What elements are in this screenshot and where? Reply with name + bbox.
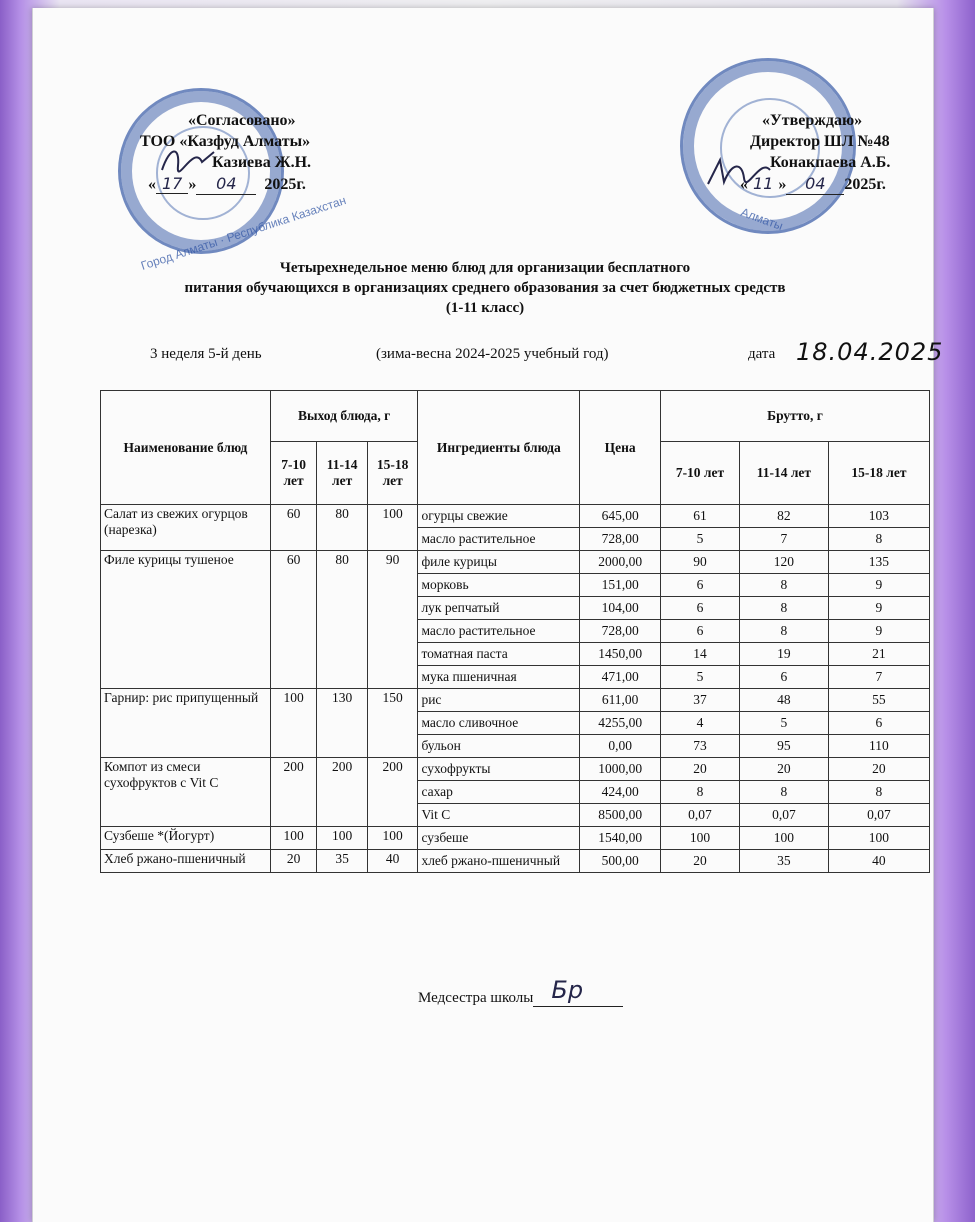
ingredient-gross-2: 8 — [739, 620, 828, 643]
ingredient-gross-1: 5 — [661, 528, 740, 551]
dish-yield-1: 100 — [270, 827, 317, 850]
ingredient-gross-3: 9 — [828, 597, 929, 620]
ingredient-gross-2: 6 — [739, 666, 828, 689]
ingredient-gross-3: 110 — [828, 735, 929, 758]
ingredient-gross-1: 6 — [661, 574, 740, 597]
ingredient-gross-2: 20 — [739, 758, 828, 781]
ingredient-gross-1: 0,07 — [661, 804, 740, 827]
ingredient-gross-2: 7 — [739, 528, 828, 551]
ingredient-name: масло сливочное — [418, 712, 580, 735]
approval-left-month: 04 — [196, 173, 256, 195]
ingredient-price: 611,00 — [580, 689, 661, 712]
dish-yield-2: 200 — [317, 758, 368, 827]
header-ingredients: Ингредиенты блюда — [418, 391, 580, 505]
dish-name: Сузбеше *(Йогурт) — [101, 827, 271, 850]
ingredient-gross-1: 73 — [661, 735, 740, 758]
ingredient-gross-2: 19 — [739, 643, 828, 666]
nurse-signature: Бр — [551, 976, 584, 1004]
ingredient-gross-2: 0,07 — [739, 804, 828, 827]
ingredient-gross-2: 5 — [739, 712, 828, 735]
ingredient-gross-3: 7 — [828, 666, 929, 689]
ingredient-gross-1: 4 — [661, 712, 740, 735]
table-row — [101, 551, 930, 574]
nurse-label: Медсестра школы — [418, 990, 534, 1006]
approval-right-month: 04 — [786, 173, 844, 195]
ingredient-name: сухофрукты — [418, 758, 580, 781]
header-yield: Выход блюда, г — [270, 391, 418, 442]
ingredient-name: филе курицы — [418, 551, 580, 574]
dish-yield-2: 100 — [317, 827, 368, 850]
header-price: Цена — [580, 391, 661, 505]
dish-yield-1: 60 — [270, 551, 317, 689]
approval-left-org: ТОО «Казфуд Алматы» — [140, 133, 311, 150]
approval-right-day: 11 — [753, 174, 774, 193]
dish-name: Филе курицы тушеное — [101, 551, 271, 689]
week-day: 3 неделя 5-й день — [150, 346, 262, 362]
table-row — [101, 758, 930, 781]
ingredient-gross-3: 135 — [828, 551, 929, 574]
ingredient-gross-1: 37 — [661, 689, 740, 712]
approval-right-person: Конакпаева А.Б. — [770, 154, 891, 171]
ingredient-gross-1: 61 — [661, 505, 740, 528]
ingredient-gross-1: 6 — [661, 597, 740, 620]
header-yield-age2: 11-14 лет — [317, 442, 368, 505]
ingredient-price: 2000,00 — [580, 551, 661, 574]
ingredient-gross-1: 20 — [661, 850, 740, 873]
ingredient-gross-3: 20 — [828, 758, 929, 781]
header-gross: Брутто, г — [661, 391, 930, 442]
ingredient-name: мука пшеничная — [418, 666, 580, 689]
dish-name: Салат из свежих огурцов (нарезка) — [101, 505, 271, 551]
ingredient-gross-1: 20 — [661, 758, 740, 781]
menu-table-body — [101, 505, 930, 873]
ingredient-gross-1: 90 — [661, 551, 740, 574]
ingredient-price: 728,00 — [580, 620, 661, 643]
left-signature-icon — [158, 140, 218, 180]
ingredient-price: 471,00 — [580, 666, 661, 689]
dish-yield-3: 40 — [367, 850, 418, 873]
ingredient-gross-2: 35 — [739, 850, 828, 873]
ingredient-gross-3: 9 — [828, 620, 929, 643]
title-line-3: (1-11 класс) — [445, 300, 525, 316]
ingredient-price: 0,00 — [580, 735, 661, 758]
header-gross-age2: 11-14 лет — [739, 442, 828, 505]
ingredient-gross-2: 100 — [739, 827, 828, 850]
ingredient-gross-2: 8 — [739, 781, 828, 804]
header-yield-age3: 15-18 лет — [367, 442, 418, 505]
dish-yield-3: 100 — [367, 827, 418, 850]
dish-name: Хлеб ржано-пшеничный — [101, 850, 271, 873]
table-row — [101, 827, 930, 850]
ingredient-gross-3: 8 — [828, 781, 929, 804]
dish-yield-3: 150 — [367, 689, 418, 758]
dish-yield-3: 100 — [367, 505, 418, 551]
ingredient-price: 1450,00 — [580, 643, 661, 666]
left-stamp-text: Город Алматы · Республика Казахстан — [139, 193, 348, 273]
ingredient-price: 1540,00 — [580, 827, 661, 850]
ingredient-gross-3: 6 — [828, 712, 929, 735]
dish-yield-1: 200 — [270, 758, 317, 827]
ingredient-name: морковь — [418, 574, 580, 597]
dish-yield-2: 80 — [317, 551, 368, 689]
ingredient-gross-2: 120 — [739, 551, 828, 574]
ingredient-name: бульон — [418, 735, 580, 758]
ingredient-price: 424,00 — [580, 781, 661, 804]
approval-left-day: 17 — [156, 174, 188, 194]
ingredient-gross-3: 40 — [828, 850, 929, 873]
dish-yield-1: 100 — [270, 689, 317, 758]
ingredient-name: хлеб ржано-пшеничный — [418, 850, 580, 873]
dish-yield-2: 130 — [317, 689, 368, 758]
ingredient-price: 1000,00 — [580, 758, 661, 781]
ingredient-name: лук репчатый — [418, 597, 580, 620]
ingredient-name: томатная паста — [418, 643, 580, 666]
ingredient-price: 151,00 — [580, 574, 661, 597]
ingredient-gross-3: 100 — [828, 827, 929, 850]
table-row — [101, 689, 930, 712]
dish-name: Компот из смеси сухофруктов с Vit C — [101, 758, 271, 827]
school-period: (зима-весна 2024-2025 учебный год) — [376, 346, 609, 362]
ingredient-price: 104,00 — [580, 597, 661, 620]
ingredient-gross-2: 48 — [739, 689, 828, 712]
dish-yield-2: 35 — [317, 850, 368, 873]
ingredient-gross-2: 82 — [739, 505, 828, 528]
ingredient-gross-2: 95 — [739, 735, 828, 758]
ingredient-gross-3: 21 — [828, 643, 929, 666]
approval-right-date: « 11 » 04 2025г. — [740, 174, 886, 193]
ingredient-price: 645,00 — [580, 505, 661, 528]
dish-yield-1: 20 — [270, 850, 317, 873]
header-dish: Наименование блюд — [101, 391, 271, 505]
ingredient-name: масло растительное — [418, 620, 580, 643]
ingredient-gross-2: 8 — [739, 574, 828, 597]
ingredient-gross-1: 6 — [661, 620, 740, 643]
approval-left-date: « 17 » 04 2025г. — [148, 174, 306, 193]
nurse-signature-line — [533, 976, 623, 1007]
header-gross-age1: 7-10 лет — [661, 442, 740, 505]
ingredient-name: сахар — [418, 781, 580, 804]
ingredient-gross-2: 8 — [739, 597, 828, 620]
table-row — [101, 850, 930, 873]
dish-yield-3: 90 — [367, 551, 418, 689]
header-gross-age3: 15-18 лет — [828, 442, 929, 505]
approval-left-title: «Согласовано» — [188, 112, 296, 129]
ingredient-name: сузбеше — [418, 827, 580, 850]
nurse-signature-block — [418, 976, 623, 1007]
ingredient-name: рис — [418, 689, 580, 712]
right-stamp-text: Алматы — [738, 204, 785, 234]
approval-left-person: Казиева Ж.Н. — [212, 154, 312, 171]
ingredient-name: Vit C — [418, 804, 580, 827]
ingredient-price: 500,00 — [580, 850, 661, 873]
ingredient-name: огурцы свежие — [418, 505, 580, 528]
menu-table — [100, 390, 930, 873]
ingredient-gross-3: 9 — [828, 574, 929, 597]
ingredient-gross-1: 8 — [661, 781, 740, 804]
dish-yield-1: 60 — [270, 505, 317, 551]
ingredient-gross-1: 100 — [661, 827, 740, 850]
ingredient-gross-3: 0,07 — [828, 804, 929, 827]
ingredient-name: масло растительное — [418, 528, 580, 551]
approval-right-title: «Утверждаю» — [762, 112, 863, 129]
header-yield-age1: 7-10 лет — [270, 442, 317, 505]
right-signature-icon — [704, 152, 774, 192]
ingredient-price: 4255,00 — [580, 712, 661, 735]
dish-name: Гарнир: рис припущенный — [101, 689, 271, 758]
dish-yield-2: 80 — [317, 505, 368, 551]
approval-right-position: Директор ШЛ №48 — [750, 133, 890, 150]
ingredient-gross-3: 8 — [828, 528, 929, 551]
table-header-row — [101, 391, 930, 442]
ingredient-gross-1: 5 — [661, 666, 740, 689]
ingredient-gross-3: 55 — [828, 689, 929, 712]
ingredient-price: 8500,00 — [580, 804, 661, 827]
ingredient-gross-1: 14 — [661, 643, 740, 666]
title-line-2: питания обучающихся в организациях среднего образования за счет бюджетных средств — [184, 280, 786, 296]
ingredient-price: 728,00 — [580, 528, 661, 551]
date-value: 18.04.2025 — [796, 338, 944, 366]
document-title — [40, 258, 930, 318]
date-label: дата — [748, 346, 776, 362]
title-line-1: Четырехнедельное меню блюд для организации бесплатного — [279, 260, 691, 276]
dish-yield-3: 200 — [367, 758, 418, 827]
table-row — [101, 505, 930, 528]
ingredient-gross-3: 103 — [828, 505, 929, 528]
